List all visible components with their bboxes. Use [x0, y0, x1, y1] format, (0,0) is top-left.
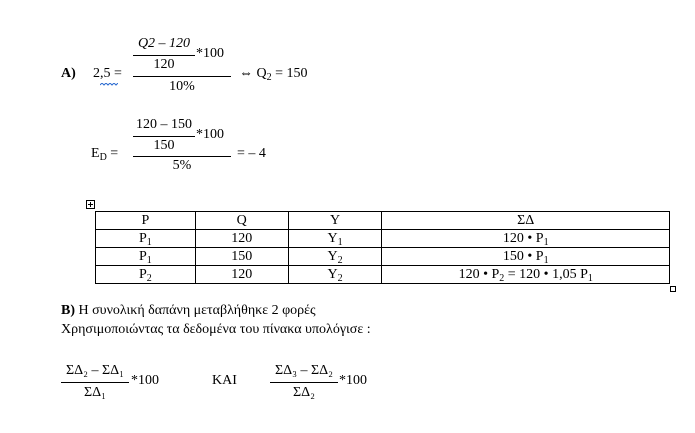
eq1-result: ⇔ $Q_2 = 150$	[239, 66, 308, 83]
cell-total-spending[interactable]: 150 • $P_1$	[382, 248, 670, 266]
eq1-numerator-bottom: 120	[153, 57, 175, 72]
table-move-handle-icon[interactable]	[86, 200, 95, 209]
frac1-numerator: ΣΔ₂ – ΣΔ₁	[65, 363, 125, 378]
eq2-numerator-top: 120 – 150	[136, 117, 192, 132]
cell-p[interactable]: $P_1$	[96, 230, 196, 248]
eq2-result: = – 4	[237, 146, 266, 161]
data-table	[95, 211, 670, 284]
frac2-denominator: ΣΔ₂	[292, 385, 316, 400]
frac2-multiplier: *100	[339, 373, 367, 388]
table-row	[96, 266, 670, 284]
frac1-multiplier: *100	[131, 373, 159, 388]
kai-connector: ΚΑΙ	[212, 373, 237, 388]
spellcheck-squiggle-icon	[100, 83, 118, 86]
eq2-inner-fraction-bar	[133, 136, 195, 137]
cell-p[interactable]: $P_1$	[96, 248, 196, 266]
part-a-label: A)	[61, 66, 76, 81]
cell-p[interactable]: $P_2$	[96, 266, 196, 284]
eq1-main-fraction-bar	[133, 76, 231, 77]
cell-y[interactable]: $Y_1$	[288, 230, 382, 248]
frac2-bar	[270, 382, 338, 383]
eq2-multiplier: *100	[196, 127, 224, 142]
eq2-lhs: $E_D$ =	[91, 146, 119, 163]
eq1-denominator: 10%	[169, 79, 195, 94]
table-header-row	[96, 212, 670, 230]
cell-total-spending[interactable]: 120 • $P_2 = 120$ • 1,05 $P_1$	[382, 266, 670, 284]
eq1-multiplier: *100	[196, 46, 224, 61]
eq1-numerator-top: Q2 – 120	[137, 36, 191, 51]
cell-q[interactable]: 120	[195, 266, 288, 284]
frac1-denominator: ΣΔ₁	[83, 385, 107, 400]
header-total-spending[interactable]: ΣΔ	[382, 212, 670, 230]
eq1-lhs: 2,5 =	[93, 66, 122, 81]
eq2-numerator-bottom: 150	[153, 138, 175, 153]
eq2-denominator: 5%	[172, 158, 192, 173]
table-row	[96, 230, 670, 248]
frac1-bar	[61, 382, 129, 383]
cell-q[interactable]: 120	[195, 230, 288, 248]
part-b-line1: B) Η συνολική δαπάνη μεταβλήθηκε 2 φορές	[61, 303, 316, 318]
eq1-inner-fraction-bar	[133, 55, 195, 56]
part-b-label: B)	[61, 303, 75, 318]
table-row	[96, 248, 670, 266]
part-b-line2: Χρησιμοποιώντας τα δεδομένα του πίνακα υπολόγισε :	[61, 322, 371, 337]
cell-y[interactable]: $Y_2$	[288, 266, 382, 284]
header-p[interactable]: P	[96, 212, 196, 230]
header-y[interactable]: Y	[288, 212, 382, 230]
cell-q[interactable]: 150	[195, 248, 288, 266]
table-resize-handle-icon[interactable]	[670, 286, 676, 292]
cell-total-spending[interactable]: 120 • $P_1$	[382, 230, 670, 248]
eq2-main-fraction-bar	[133, 156, 231, 157]
header-q[interactable]: Q	[195, 212, 288, 230]
frac2-numerator: ΣΔ₃ – ΣΔ₂	[274, 363, 334, 378]
cell-y[interactable]: $Y_2$	[288, 248, 382, 266]
